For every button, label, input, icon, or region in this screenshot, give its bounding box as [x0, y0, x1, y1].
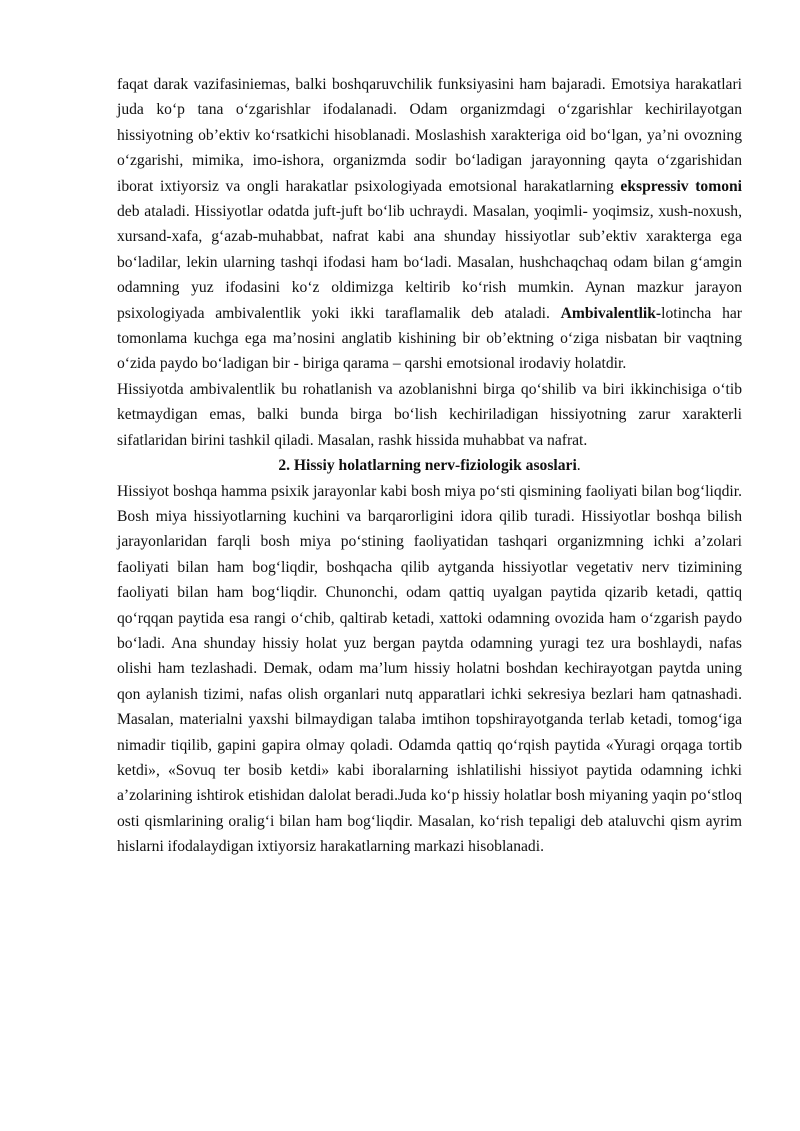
paragraph-text: lotincha har tomonlama kuchga ega maʼnosini anglatib kishining bir obʼektning oʻziga nisbatan bir vaqtning oʻzida paydo boʻladigan bir - biriga qarama – qarshi emotsional irodaviy holatdir.	[117, 304, 742, 373]
bold-term-ekspressiv-tomoni: ekspressiv tomoni	[620, 177, 742, 195]
section-heading	[117, 453, 742, 478]
section-heading-dot: .	[576, 457, 581, 475]
document-page	[117, 72, 742, 860]
paragraph-ambivalence: Hissiyotda ambivalentlik bu rohatlanish va azoblanishni birga qoʻshilib va biri ikkinchisiga oʻtib ketmaydigan emas, balki bunda birga boʻlish kechiriladigan hissiyotning zarur xarakterli sifatlaridan birini tashkil qiladi. Masalan, rashk hissida muhabbat va nafrat.	[117, 380, 742, 449]
paragraph-emotional-expression	[117, 72, 742, 377]
section-heading-text: 2. Hissiy holatlarning nerv-fiziologik asoslari	[278, 457, 577, 475]
paragraph-text: faqat darak vazifasiniemas, balki boshqaruvchilik funksiyasini ham bajaradi. Emotsiya harakatlari juda koʻp tana oʻzgarishlar ifodalanadi. Odam organizmdagi oʻzgarishlar kechirilayotgan hissiyotning obʼektiv koʻrsatkichi hisoblanadi. Moslashish xarakteriga oid boʻlgan, yaʼni ovozning oʻzgarishi, mimika, imo-ishora, organizmda sodir boʻladigan jarayonning qayta oʻzgarishidan iborat ixtiyorsiz va ongli harakatlar psixologiyada emotsional harakatlarning	[117, 76, 742, 195]
paragraph-text: deb ataladi. Hissiyotlar odatda juft-juft boʻlib uchraydi. Masalan, yoqimli- yoqimsiz, xush-noxush, xursand-xafa, gʻazab-muhabbat, nafrat kabi ana shunday hissiyotlar subʼektiv xarakterga ega boʻladilar, lekin ularning tashqi ifodasi ham boʻladi. Masalan, hushchaqchaq odam bilan gʻamgin odamning yuz ifodasini koʻz oldimizga keltirib koʻrish mumkin. Aynan mazkur jarayon psixologiyada ambivalentlik yoki ikki taraflamalik deb ataladi.	[117, 203, 742, 322]
paragraph-neurophysiology: Hissiyot boshqa hamma psixik jarayonlar kabi bosh miya poʻsti qismining faoliyati bilan bogʻliqdir. Bosh miya hissiyotlarning kuchini va barqarorligini idora qilib turadi. Hissiyotlar boshqa bilish jarayonlaridan farqli bosh miya poʻstining faoliyatidan tashqari organizmning ichki aʼzolari faoliyati bilan ham bogʻliqdir, boshqacha qilib aytganda hissiyotlar vegetativ nerv tizimining faoliyati bilan ham bogʻliqdir. Chunonchi, odam qattiq uyalgan paytida qizarib ketadi, qattiq qoʻrqqan paytida esa rangi oʻchib, qaltirab ketadi, xattoki odamning ovozida ham oʻzgarish paydo boʻladi. Ana shunday hissiy holat yuz bergan paytda odamning yuragi tez ura boshlaydi, nafas olishi ham tezlashadi. Demak, odam maʼlum hissiy holatni boshdan kechirayotgan paytda uning qon aylanish tizimi, nafas olish organlari nutq apparatlari ichki sekresiya bezlari ham qatnashadi. Masalan, materialni yaxshi bilmaydigan talaba imtihon topshirayotganda terlab ketadi, tomogʻiga nimadir tiqilib, gapini gapira olmay qoladi. Odamda qattiq qoʻrqish paytida «Yuragi orqaga tortib ketdi», «Sovuq ter bosib ketdi» kabi iboralarning ishlatilishi hissiyot paytida odamning ichki aʼzolarining ishtirok etishidan dalolat beradi.Juda koʻp hissiy holatlar bosh miyaning yaqin poʻstloq osti qismlarining oraligʻi bilan ham bogʻliqdir. Masalan, koʻrish tepaligi deb ataluvchi qism ayrim hislarni ifodalaydigan ixtiyorsiz harakatlarning markazi hisoblanadi.	[117, 482, 742, 856]
bold-term-ambivalentlik: Ambivalentlik-	[560, 304, 662, 322]
